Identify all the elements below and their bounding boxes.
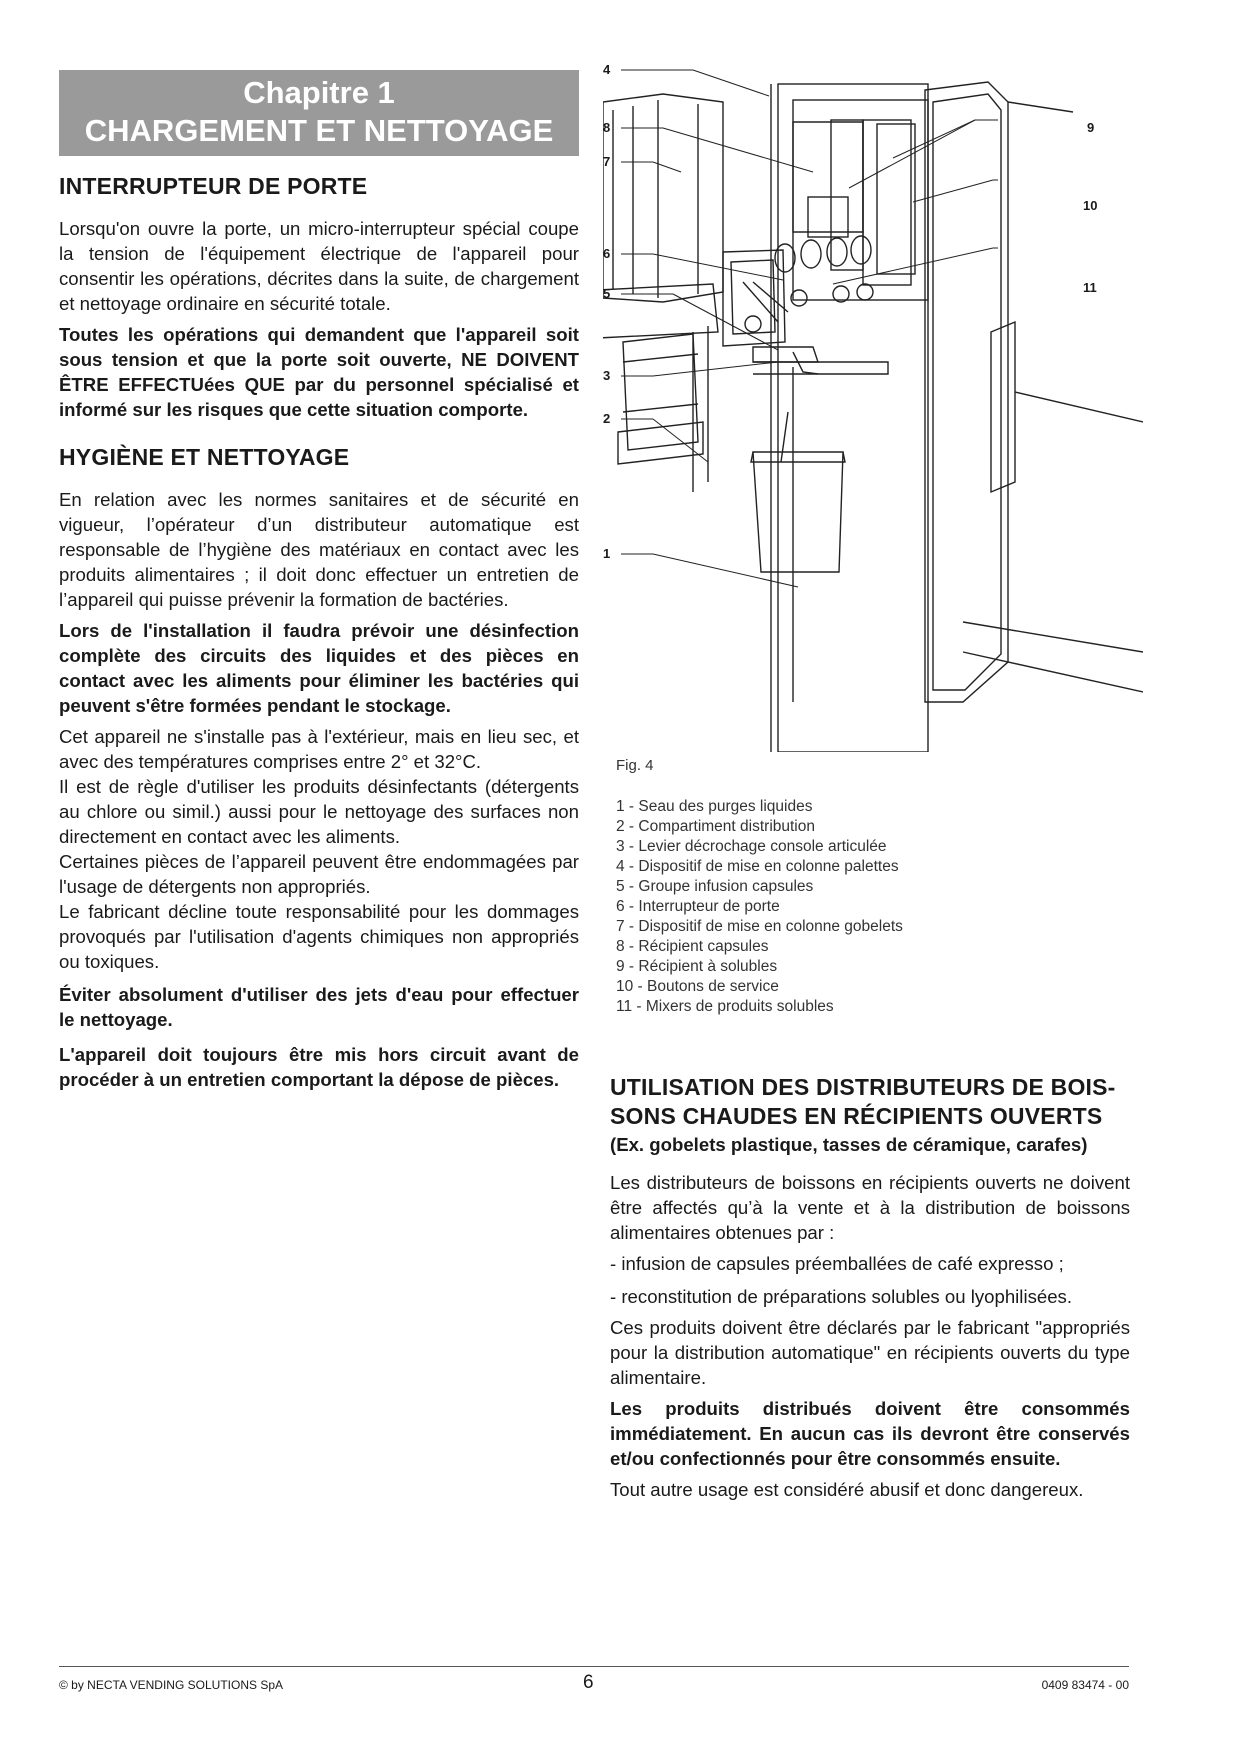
legend-item: 5 - Groupe infusion capsules (616, 878, 814, 895)
legend-item: 2 - Compartiment distribution (616, 818, 815, 835)
paragraph: En relation avec les normes sanitaires et de sécurité en vigueur, l’opérateur d’un distributeur automatique est responsable de l’hygiène des matériaux en contact avec les produits alimentaires ; il doit donc effectuer un entretien de l’appareil qui puisse prévenir la formation de bactéries. (59, 489, 579, 610)
figure-legend (616, 797, 903, 1017)
callout-6: 6 (603, 246, 611, 261)
warning-paragraph: L'appareil doit toujours être mis hors circuit avant de procéder à un entretien comportant la dépose de pièces. (59, 1044, 579, 1090)
paragraph: Cet appareil ne s'installe pas à l'extérieur, mais en lieu sec, et avec des températures comprises entre 2° et 32°C. (59, 726, 579, 772)
chapter-title: CHARGEMENT ET NETTOYAGE (84, 113, 554, 148)
callout-7: 7 (603, 154, 611, 169)
section-title-door-switch: INTERRUPTEUR DE PORTE (59, 173, 368, 199)
paragraph: Les distributeurs de boissons en récipients ouverts ne doivent être affectés qu’à la vente et à la distribution de boissons alimentaires obtenues par : (610, 1172, 1130, 1243)
paragraph: Il est de règle d'utiliser les produits désinfectants (détergents au chlore ou simil.) aussi pour le nettoyage des surfaces non directement en contact avec les aliments. (59, 776, 579, 847)
paragraph: Ces produits doivent être déclarés par le fabricant "appropriés pour la distribution automatique" en récipients ouverts du type alimentaire. (610, 1317, 1130, 1388)
section-title-line: UTILISATION DES DISTRIBUTEURS DE BOIS- (610, 1074, 1116, 1100)
figure-caption: Fig. 4 (616, 757, 654, 774)
section-subtitle: (Ex. gobelets plastique, tasses de céramique, carafes) (610, 1134, 1088, 1155)
paragraph: Lorsqu'on ouvre la porte, un micro-interrupteur spécial coupe la tension de l'équipement électrique de l'appareil pour consentir les opérations, décrites dans la suite, de chargement et nettoyage ordinaire en sécurité totale. (59, 218, 579, 314)
legend-item: 9 - Récipient à solubles (616, 958, 778, 975)
right-section (610, 1073, 1130, 1502)
paragraph: Le fabricant décline toute responsabilité pour les dommages provoqués par l'utilisation d'agents chimiques non appropriés ou toxiques. (59, 901, 579, 972)
legend-item: 8 - Récipient capsules (616, 938, 769, 955)
callout-9: 9 (1087, 120, 1095, 135)
footer-copyright: © by NECTA VENDING SOLUTIONS SpA (59, 1678, 284, 1692)
callout-3: 3 (603, 368, 611, 383)
list-item: - reconstitution de préparations solubles ou lyophilisées. (610, 1286, 1073, 1307)
callout-5: 5 (603, 286, 611, 301)
warning-paragraph: Lors de l'installation il faudra prévoir une désinfection complète des circuits des liquides et des pièces en contact avec les aliments pour éliminer les bactéries qui peuvent s'être formées pendant le stockage. (59, 620, 579, 716)
legend-item: 11 - Mixers de produits solubles (616, 998, 834, 1015)
callout-10: 10 (1083, 198, 1098, 213)
page-number: 6 (583, 1672, 594, 1693)
legend-item: 4 - Dispositif de mise en colonne palettes (616, 858, 899, 875)
list-item: - infusion de capsules préemballées de café expresso ; (610, 1253, 1064, 1274)
callout-8: 8 (603, 120, 611, 135)
legend-item: 7 - Dispositif de mise en colonne gobelets (616, 918, 903, 935)
callout-11: 11 (1083, 280, 1097, 295)
warning-paragraph: Éviter absolument d'utiliser des jets d'eau pour effectuer le nettoyage. (59, 984, 579, 1030)
section-title-line: SONS CHAUDES EN RÉCIPIENTS OUVERTS (610, 1103, 1103, 1129)
legend-item: 10 - Boutons de service (616, 978, 779, 995)
callout-2: 2 (603, 411, 611, 426)
paragraph: Certaines pièces de l’appareil peuvent être endommagées par l'usage de détergents non appropriés. (59, 851, 579, 897)
callout-4: 4 (603, 62, 611, 77)
paragraph: Tout autre usage est considéré abusif et donc dangereux. (610, 1479, 1084, 1500)
left-column (59, 70, 579, 1092)
legend-item: 1 - Seau des purges liquides (616, 798, 813, 815)
callout-1: 1 (603, 546, 611, 561)
machine-drawing (603, 62, 1143, 752)
section-title-hygiene: HYGIÈNE ET NETTOYAGE (59, 444, 350, 470)
chapter-number: Chapitre 1 (243, 75, 395, 110)
section-title-open-containers (610, 1073, 1130, 1131)
legend-item: 6 - Interrupteur de porte (616, 898, 780, 915)
warning-paragraph: Les produits distribués doivent être consommés immédiatement. En aucun cas ils devront être conservés et/ou confectionnés pour être consommés ensuite. (610, 1398, 1130, 1469)
chapter-header (59, 70, 579, 156)
legend-item: 3 - Levier décrochage console articulée (616, 838, 887, 855)
machine-illustration (603, 62, 1143, 752)
warning-paragraph: Toutes les opérations qui demandent que l'appareil soit sous tension et que la porte soit ouverte, NE DOIVENT ÊTRE EFFECTUées QUE par du personnel spécialisé et informé sur les risques que cette situation comporte. (59, 324, 579, 420)
footer-divider (59, 1666, 1129, 1667)
document-code: 0409 83474 - 00 (1041, 1678, 1129, 1692)
